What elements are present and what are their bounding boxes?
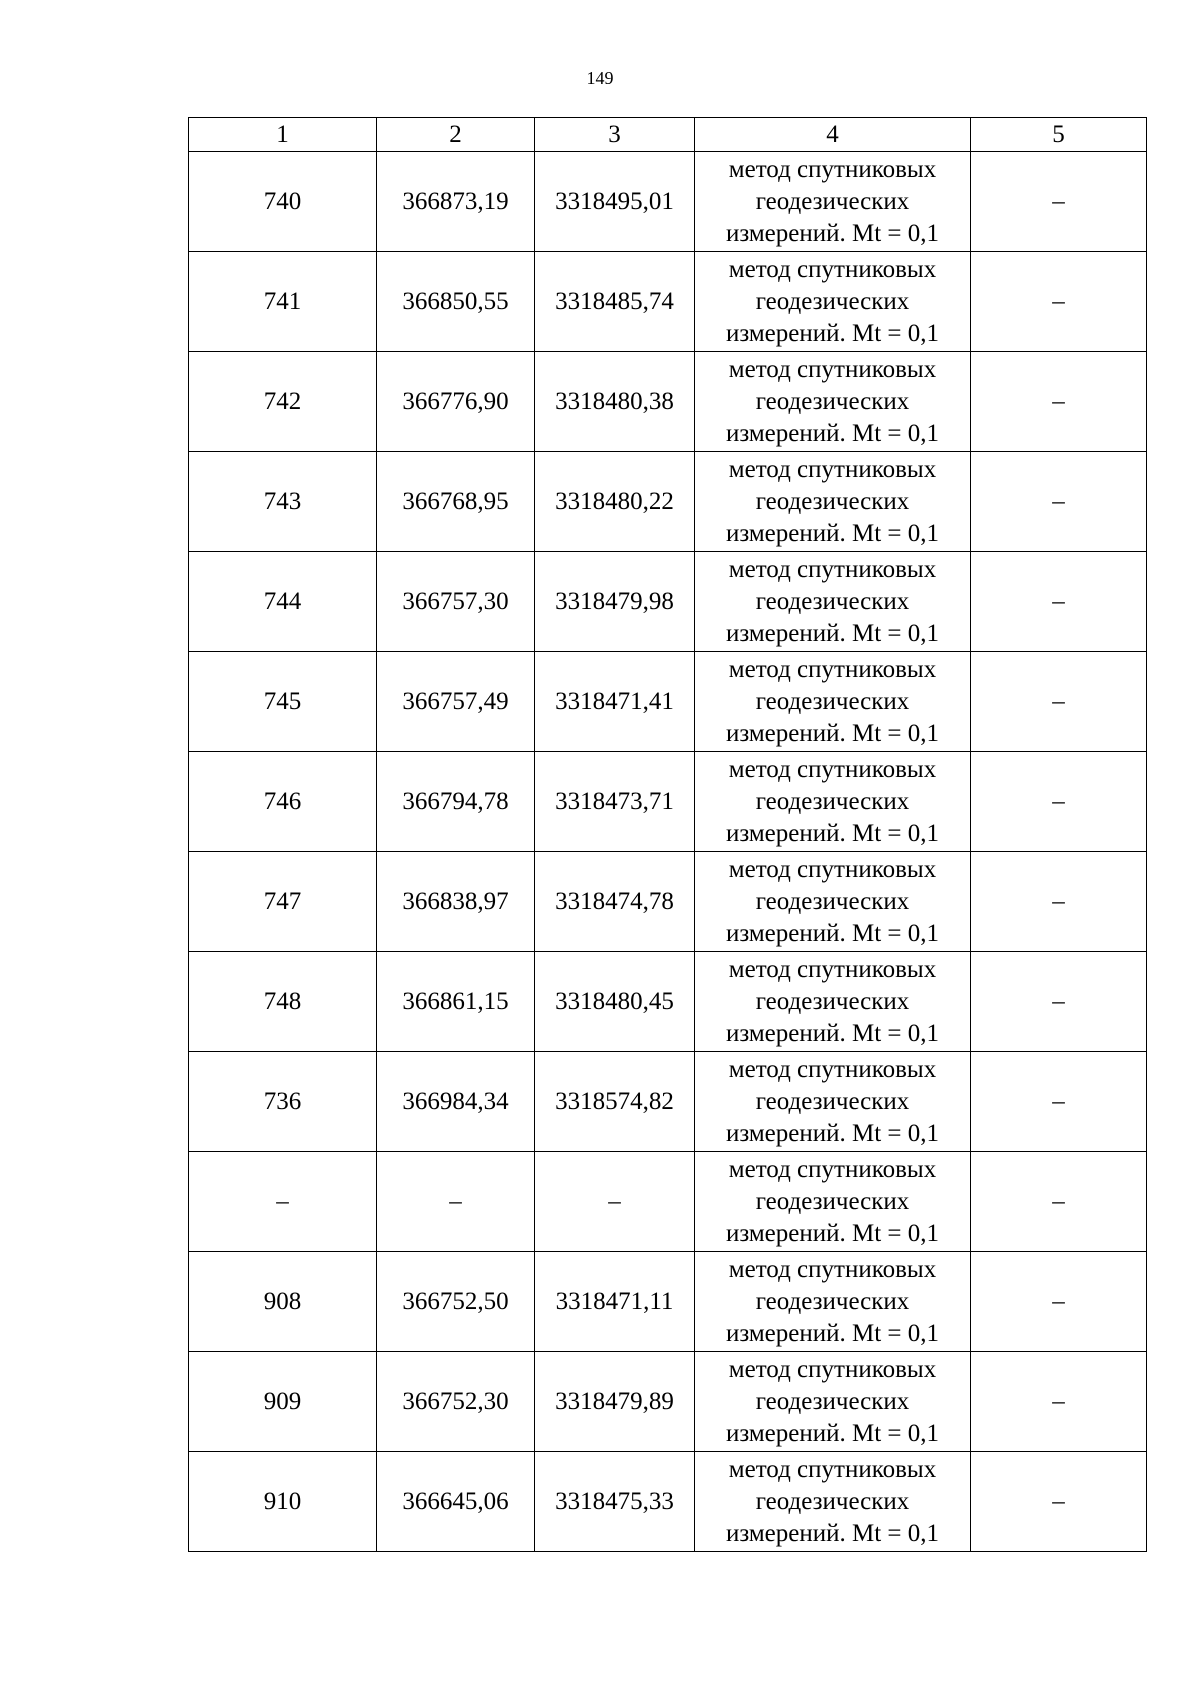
table-row — [189, 152, 1147, 252]
table-cell-col-5: – — [971, 652, 1147, 752]
method-text-line: геодезических — [755, 887, 910, 915]
table-cell-col-2: 366752,30 — [377, 1352, 535, 1452]
method-text-line: измерений. Mt = 0,1 — [725, 1319, 940, 1347]
table-cell-col-5: – — [971, 1052, 1147, 1152]
method-text-line: измерений. Mt = 0,1 — [725, 1219, 940, 1247]
table-row — [189, 1352, 1147, 1452]
method-text-line: метод спутниковых — [728, 255, 937, 283]
table-cell-col-1: 748 — [189, 952, 377, 1052]
method-text-line: метод спутниковых — [728, 955, 937, 983]
table-cell-col-4 — [695, 652, 971, 752]
method-text-line: метод спутниковых — [728, 555, 937, 583]
method-text-line: измерений. Mt = 0,1 — [725, 719, 940, 747]
method-text-line: измерений. Mt = 0,1 — [725, 1019, 940, 1047]
table-cell-col-3: 3318471,41 — [535, 652, 695, 752]
table-cell-col-5: – — [971, 752, 1147, 852]
table-row — [189, 652, 1147, 752]
table-cell-col-2: 366873,19 — [377, 152, 535, 252]
table-cell-col-3: 3318479,89 — [535, 1352, 695, 1452]
table-cell-col-3: 3318480,38 — [535, 352, 695, 452]
column-header-1: 1 — [189, 118, 377, 152]
coordinates-table — [188, 117, 1147, 1552]
method-text-line: метод спутниковых — [728, 1355, 937, 1383]
table-cell-col-3: 3318479,98 — [535, 552, 695, 652]
table-cell-col-5: – — [971, 1252, 1147, 1352]
method-text-line: метод спутниковых — [728, 1155, 937, 1183]
column-header-5: 5 — [971, 118, 1147, 152]
table-cell-col-4 — [695, 1052, 971, 1152]
table-cell-col-3: 3318474,78 — [535, 852, 695, 952]
table-cell-col-2: 366850,55 — [377, 252, 535, 352]
method-text-line: измерений. Mt = 0,1 — [725, 919, 940, 947]
table-cell-col-1: 908 — [189, 1252, 377, 1352]
table-row — [189, 352, 1147, 452]
method-text-line: геодезических — [755, 687, 910, 715]
table-cell-col-2: 366861,15 — [377, 952, 535, 1052]
table-cell-col-4 — [695, 1152, 971, 1252]
table-cell-col-4 — [695, 152, 971, 252]
method-text-line: геодезических — [755, 1087, 910, 1115]
method-text-line: геодезических — [755, 487, 910, 515]
table-cell-col-4 — [695, 952, 971, 1052]
table-cell-col-3: 3318495,01 — [535, 152, 695, 252]
method-text-line: измерений. Mt = 0,1 — [725, 1519, 940, 1547]
method-text-line: метод спутниковых — [728, 355, 937, 383]
method-text-line: метод спутниковых — [728, 455, 937, 483]
column-header-2: 2 — [377, 118, 535, 152]
table-cell-col-4 — [695, 552, 971, 652]
method-text-line: измерений. Mt = 0,1 — [725, 1119, 940, 1147]
method-text-line: метод спутниковых — [728, 1455, 937, 1483]
table-cell-col-3: 3318485,74 — [535, 252, 695, 352]
method-text-line: метод спутниковых — [728, 655, 937, 683]
table-cell-col-1: – — [189, 1152, 377, 1252]
table-cell-col-1: 909 — [189, 1352, 377, 1452]
table-cell-col-5: – — [971, 1152, 1147, 1252]
table-cell-col-3: 3318574,82 — [535, 1052, 695, 1152]
table-cell-col-1: 747 — [189, 852, 377, 952]
table-cell-col-4 — [695, 1452, 971, 1552]
table-cell-col-3: 3318471,11 — [535, 1252, 695, 1352]
table-cell-col-2: 366768,95 — [377, 452, 535, 552]
method-text-line: измерений. Mt = 0,1 — [725, 1419, 940, 1447]
table-cell-col-2: 366752,50 — [377, 1252, 535, 1352]
table-row — [189, 952, 1147, 1052]
method-text-line: геодезических — [755, 287, 910, 315]
table-row — [189, 1052, 1147, 1152]
method-text-line: метод спутниковых — [728, 755, 937, 783]
table-cell-col-1: 743 — [189, 452, 377, 552]
column-header-3: 3 — [535, 118, 695, 152]
method-text-line: геодезических — [755, 387, 910, 415]
method-text-line: измерений. Mt = 0,1 — [725, 219, 940, 247]
table-row — [189, 752, 1147, 852]
method-text-line: геодезических — [755, 1287, 910, 1315]
table-cell-col-2: 366776,90 — [377, 352, 535, 452]
method-text-line: измерений. Mt = 0,1 — [725, 519, 940, 547]
table-cell-col-1: 741 — [189, 252, 377, 352]
method-text-line: геодезических — [755, 1487, 910, 1515]
table-row — [189, 852, 1147, 952]
table-cell-col-5: – — [971, 852, 1147, 952]
method-text-line: геодезических — [755, 987, 910, 1015]
table-cell-col-5: – — [971, 352, 1147, 452]
table-cell-col-1: 910 — [189, 1452, 377, 1552]
table-row — [189, 452, 1147, 552]
table-cell-col-4 — [695, 352, 971, 452]
table-cell-col-5: – — [971, 1452, 1147, 1552]
method-text-line: геодезических — [755, 587, 910, 615]
table-cell-col-1: 742 — [189, 352, 377, 452]
table-cell-col-1: 746 — [189, 752, 377, 852]
method-text-line: метод спутниковых — [728, 1055, 937, 1083]
table-row — [189, 252, 1147, 352]
table-cell-col-4 — [695, 452, 971, 552]
table-cell-col-1: 736 — [189, 1052, 377, 1152]
method-text-line: геодезических — [755, 187, 910, 215]
table-cell-col-1: 740 — [189, 152, 377, 252]
table-row — [189, 1452, 1147, 1552]
table-cell-col-2: 366794,78 — [377, 752, 535, 852]
table-cell-col-1: 745 — [189, 652, 377, 752]
table-cell-col-2: – — [377, 1152, 535, 1252]
table-cell-col-2: 366984,34 — [377, 1052, 535, 1152]
method-text-line: метод спутниковых — [728, 855, 937, 883]
table-row — [189, 1152, 1147, 1252]
table-cell-col-3: 3318480,45 — [535, 952, 695, 1052]
table-cell-col-2: 366838,97 — [377, 852, 535, 952]
table-row — [189, 1252, 1147, 1352]
table-cell-col-4 — [695, 252, 971, 352]
table-cell-col-4 — [695, 852, 971, 952]
table-cell-col-5: – — [971, 452, 1147, 552]
table-cell-col-1: 744 — [189, 552, 377, 652]
method-text-line: метод спутниковых — [728, 1255, 937, 1283]
table-cell-col-5: – — [971, 252, 1147, 352]
method-text-line: геодезических — [755, 1387, 910, 1415]
table-body — [189, 118, 1147, 1552]
method-text-line: измерений. Mt = 0,1 — [725, 619, 940, 647]
method-text-line: геодезических — [755, 787, 910, 815]
table-cell-col-5: – — [971, 1352, 1147, 1452]
table-cell-col-3: – — [535, 1152, 695, 1252]
table-cell-col-4 — [695, 1252, 971, 1352]
method-text-line: измерений. Mt = 0,1 — [725, 419, 940, 447]
method-text-line: измерений. Mt = 0,1 — [725, 819, 940, 847]
table-cell-col-5: – — [971, 552, 1147, 652]
table-cell-col-4 — [695, 1352, 971, 1452]
method-text-line: метод спутниковых — [728, 155, 937, 183]
page-number: 149 — [586, 68, 614, 88]
table-cell-col-3: 3318473,71 — [535, 752, 695, 852]
table-cell-col-2: 366757,49 — [377, 652, 535, 752]
table-cell-col-2: 366757,30 — [377, 552, 535, 652]
table-cell-col-2: 366645,06 — [377, 1452, 535, 1552]
table-row — [189, 552, 1147, 652]
table-header-row — [189, 118, 1147, 152]
method-text-line: геодезических — [755, 1187, 910, 1215]
table-cell-col-3: 3318480,22 — [535, 452, 695, 552]
table-cell-col-4 — [695, 752, 971, 852]
table-cell-col-5: – — [971, 952, 1147, 1052]
column-header-4: 4 — [695, 118, 971, 152]
method-text-line: измерений. Mt = 0,1 — [725, 319, 940, 347]
table-cell-col-5: – — [971, 152, 1147, 252]
table-cell-col-3: 3318475,33 — [535, 1452, 695, 1552]
